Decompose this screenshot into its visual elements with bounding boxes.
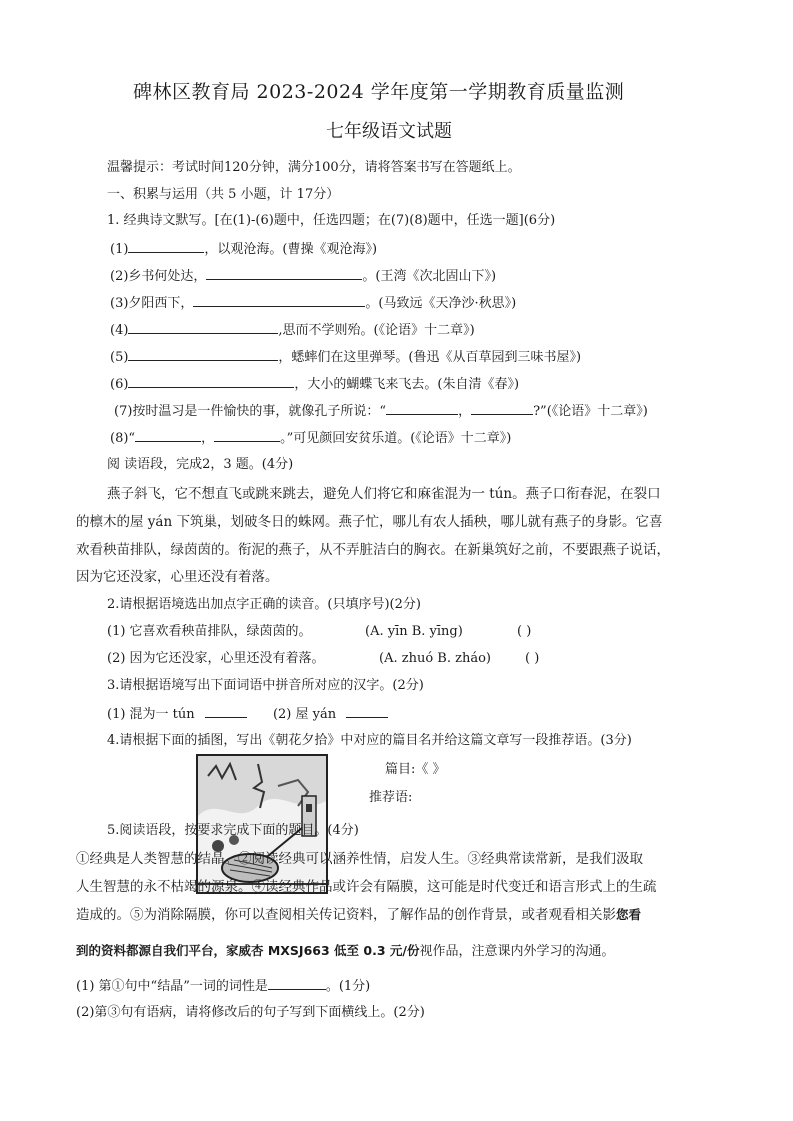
passage-line-1: 燕子斜飞，它不想直飞或跳来跳去，避免人们将它和麻雀混为一 tún。燕子口衔春泥，在裂口 [107, 486, 661, 502]
q2-sub-1-answer[interactable]: ( ) [517, 624, 532, 639]
answer-blank[interactable] [193, 294, 365, 307]
answer-blank[interactable] [128, 240, 204, 253]
exam-title: 碑林区教育局 2023-2024 学年度第一学期教育质量监测 [133, 81, 625, 103]
watermark-tail: 您看 [616, 907, 642, 922]
q2-sub-2 [107, 650, 540, 668]
q5-line-3 [76, 906, 641, 924]
q1-item-5 [110, 348, 581, 367]
q5-line-4 [76, 942, 614, 961]
q5-sub-2: (2)第③句有语病，请将修改后的句子写到下面横线上。(2分) [76, 1005, 425, 1020]
passage-line-3: 欢看秧苗排队，绿茵茵的。衔泥的燕子，从不弄脏洁白的胸衣。在新巢筑好之前，不要跟燕子说话， [76, 542, 670, 558]
answer-blank[interactable] [268, 977, 326, 990]
q3-sub-2: (2) 屋 yán [272, 707, 337, 722]
q1-item-3-pre: (3)夕阳西下， [110, 296, 194, 311]
q1-item-7-post: ?”(《论语》十二章》) [533, 404, 648, 419]
reading-intro: 阅 读语段，完成2，3 题。(4分) [107, 457, 294, 472]
answer-blank[interactable] [206, 267, 362, 280]
q1-item-2-post: 。(王湾《次北固山下》) [362, 269, 497, 284]
q1-item-4 [110, 321, 475, 340]
answer-blank[interactable] [386, 402, 458, 415]
q1-item-5-pre: (5) [110, 350, 129, 365]
q1-item-4-pre: (4) [110, 323, 129, 338]
q1-prompt: 1. 经典诗文默写。[在(1)-(6)题中，任选四题；在(7)(8)题中，任选一题](6分) [107, 213, 556, 228]
q4-prompt: 4.请根据下面的插图，写出《朝花夕拾》中对应的篇目名并给这篇文章写一段推荐语。(3分) [107, 733, 632, 748]
q5-sub-1-pre: (1) 第①句中“结晶”一词的词性是 [76, 979, 268, 994]
answer-blank[interactable] [128, 321, 278, 334]
q1-item-8-post: 。”可见颜回安贫乐道。(《论语》十二章》) [280, 431, 512, 446]
q5-line-1: ①经典是人类智慧的结晶。②阅读经典可以涵养性情，启发人生。③经典常读常新，是我们汲取 [76, 851, 643, 867]
q1-item-1-post: ，以观沧海。(曹操《观沧海》) [204, 242, 378, 257]
q1-item-7-pre: (7)按时温习是一件愉快的事，就像孔子所说：“ [114, 404, 387, 419]
answer-blank[interactable] [346, 705, 388, 718]
q1-item-8 [110, 429, 511, 448]
q1-item-8-mid: ， [201, 431, 215, 446]
q5-sub-1 [76, 977, 370, 996]
q5-line-2: 人生智慧的永不枯竭的源泉。④读经典作品或许会有隔膜，这可能是时代变迁和语言形式上的生疏 [76, 879, 657, 895]
q1-item-6 [110, 375, 519, 394]
q1-item-1 [110, 240, 377, 259]
answer-blank[interactable] [128, 375, 294, 388]
answer-blank[interactable] [471, 402, 533, 415]
q1-item-6-post: ，大小的蝴蝶飞来飞去。(朱自清《春》) [294, 377, 520, 392]
watermark-text: 到的资料都源自我们平台，家威杏 MXSJ663 低至 0.3 元/份 [76, 943, 420, 958]
q2-sub-2-text: (2) 因为它还没家，心里还没有着落。 [107, 651, 325, 666]
q2-sub-1-text: (1) 它喜欢看秧苗排队，绿茵茵的。 [107, 624, 312, 639]
section-heading: 一、积累与运用（共 5 小题，计 17分） [107, 187, 340, 202]
exam-subtitle: 七年级语文试题 [326, 121, 452, 142]
q3-sub-1: (1) 混为一 tún [107, 707, 195, 722]
q2-sub-1-options: (A. yīn B. yīng) [365, 624, 463, 639]
q2-prompt: 2.请根据语境选出加点字正确的读音。(只填序号)(2分) [107, 597, 421, 612]
q4-recommend-label: 推荐语: [369, 790, 413, 805]
q1-item-7-mid: ， [458, 404, 472, 419]
notice: 温馨提示：考试时间120分钟，满分100分，请将答案书写在答题纸上。 [107, 160, 521, 175]
answer-blank[interactable] [214, 429, 280, 442]
answer-blank[interactable] [135, 429, 201, 442]
q3-prompt: 3.请根据语境写出下面词语中拼音所对应的汉字。(2分) [107, 678, 424, 693]
q1-item-7 [114, 402, 648, 421]
q5-line-4-text: 视作品，注意课内外学习的沟通。 [419, 944, 615, 959]
q1-item-6-pre: (6) [110, 377, 129, 392]
q1-item-8-pre: (8)“ [110, 431, 136, 446]
q2-sub-1 [107, 623, 532, 641]
answer-blank[interactable] [205, 705, 247, 718]
q1-item-5-post: ，蟋蟀们在这里弹琴。(鲁迅《从百草园到三味书屋》) [278, 350, 582, 365]
q1-item-2-pre: (2)乡书何处达， [110, 269, 207, 284]
q1-item-4-post: ,思而不学则殆。(《论语》十二章》) [278, 323, 475, 338]
q5-sub-1-post: 。(1分) [325, 979, 371, 994]
passage-line-4: 因为它还没家，心里还没有着落。 [76, 569, 279, 585]
q1-item-2 [110, 267, 496, 286]
q1-item-3 [110, 294, 516, 313]
q1-item-1-pre: (1) [110, 242, 129, 257]
q4-title-label: 篇目:《 》 [385, 762, 446, 777]
q5-prompt: 5.阅读语段，按要求完成下面的题目。(4分) [107, 823, 359, 838]
q3-subs [107, 705, 388, 724]
passage-line-2: 的檩木的屋 yán 下筑巢，划破冬日的蛛网。燕子忙，哪儿有农人插秧，哪儿就有燕子的身影。它喜 [76, 514, 663, 530]
q2-sub-2-options: (A. zhuó B. zháo) [379, 651, 491, 666]
answer-blank[interactable] [128, 348, 278, 361]
q2-sub-2-answer[interactable]: ( ) [525, 651, 540, 666]
q5-line-3-text: 造成的。⑤为消除隔膜，你可以查阅相关传记资料，了解作品的创作背景，或者观看相关影 [76, 907, 616, 923]
q1-item-3-post: 。(马致远《天净沙·秋思》) [365, 296, 517, 311]
